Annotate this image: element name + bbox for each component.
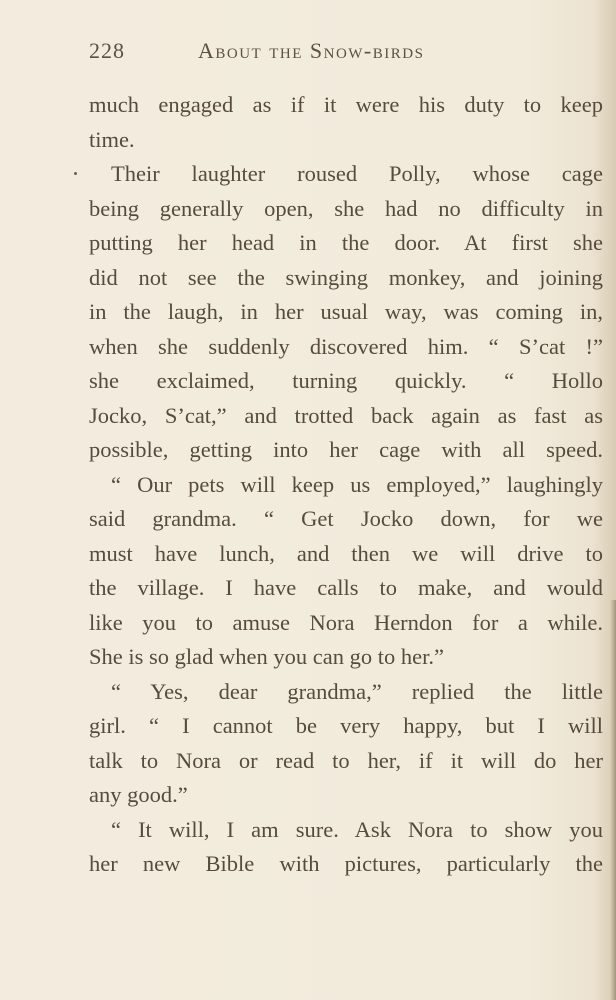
text-line: like you to amuse Nora Herndon for a while. [89,609,603,635]
body-text [89,88,603,882]
text-line: putting her head in the door. At first she [89,230,603,255]
page-number: 228 [89,38,125,63]
text-line: her new Bible with pictures, particularly the [89,851,603,876]
running-title: About the Snow-birds [198,38,425,63]
print-speck [74,172,77,175]
text-line: any good.” [89,782,188,807]
text-line: said grandma. “ Get Jocko down, for we [89,506,603,531]
text-line: possible, getting into her cage with all speed. [89,437,603,462]
text-line: being generally open, she had no difficulty in [89,195,603,221]
text-line: “ Yes, dear grandma,” replied the little [111,678,603,704]
text-line: did not see the swinging monkey, and joining [89,264,603,290]
text-line: when she suddenly discovered him. “ S’cat !” [89,333,603,359]
page-edge-shadow [610,600,616,1000]
running-head [89,38,549,74]
text-line: must have lunch, and then we will drive to [89,540,603,566]
text-line: much engaged as if it were his duty to keep [89,92,603,117]
text-line: girl. “ I cannot be very happy, but I will [89,713,603,738]
text-line: time. [89,126,135,152]
text-line: She is so glad when you can go to her.” [89,644,444,669]
text-line: talk to Nora or read to her, if it will do her [89,747,603,773]
text-line: Their laughter roused Polly, whose cage [111,161,603,186]
text-line: she exclaimed, turning quickly. “ Hollo [89,368,603,393]
text-line: “ Our pets will keep us employed,” laughingly [111,471,603,497]
text-line: in the laugh, in her usual way, was coming in, [89,299,603,324]
text-line: “ It will, I am sure. Ask Nora to show you [111,816,603,842]
text-line: Jocko, S’cat,” and trotted back again as fast as [89,402,603,428]
text-line: the village. I have calls to make, and would [89,575,603,600]
